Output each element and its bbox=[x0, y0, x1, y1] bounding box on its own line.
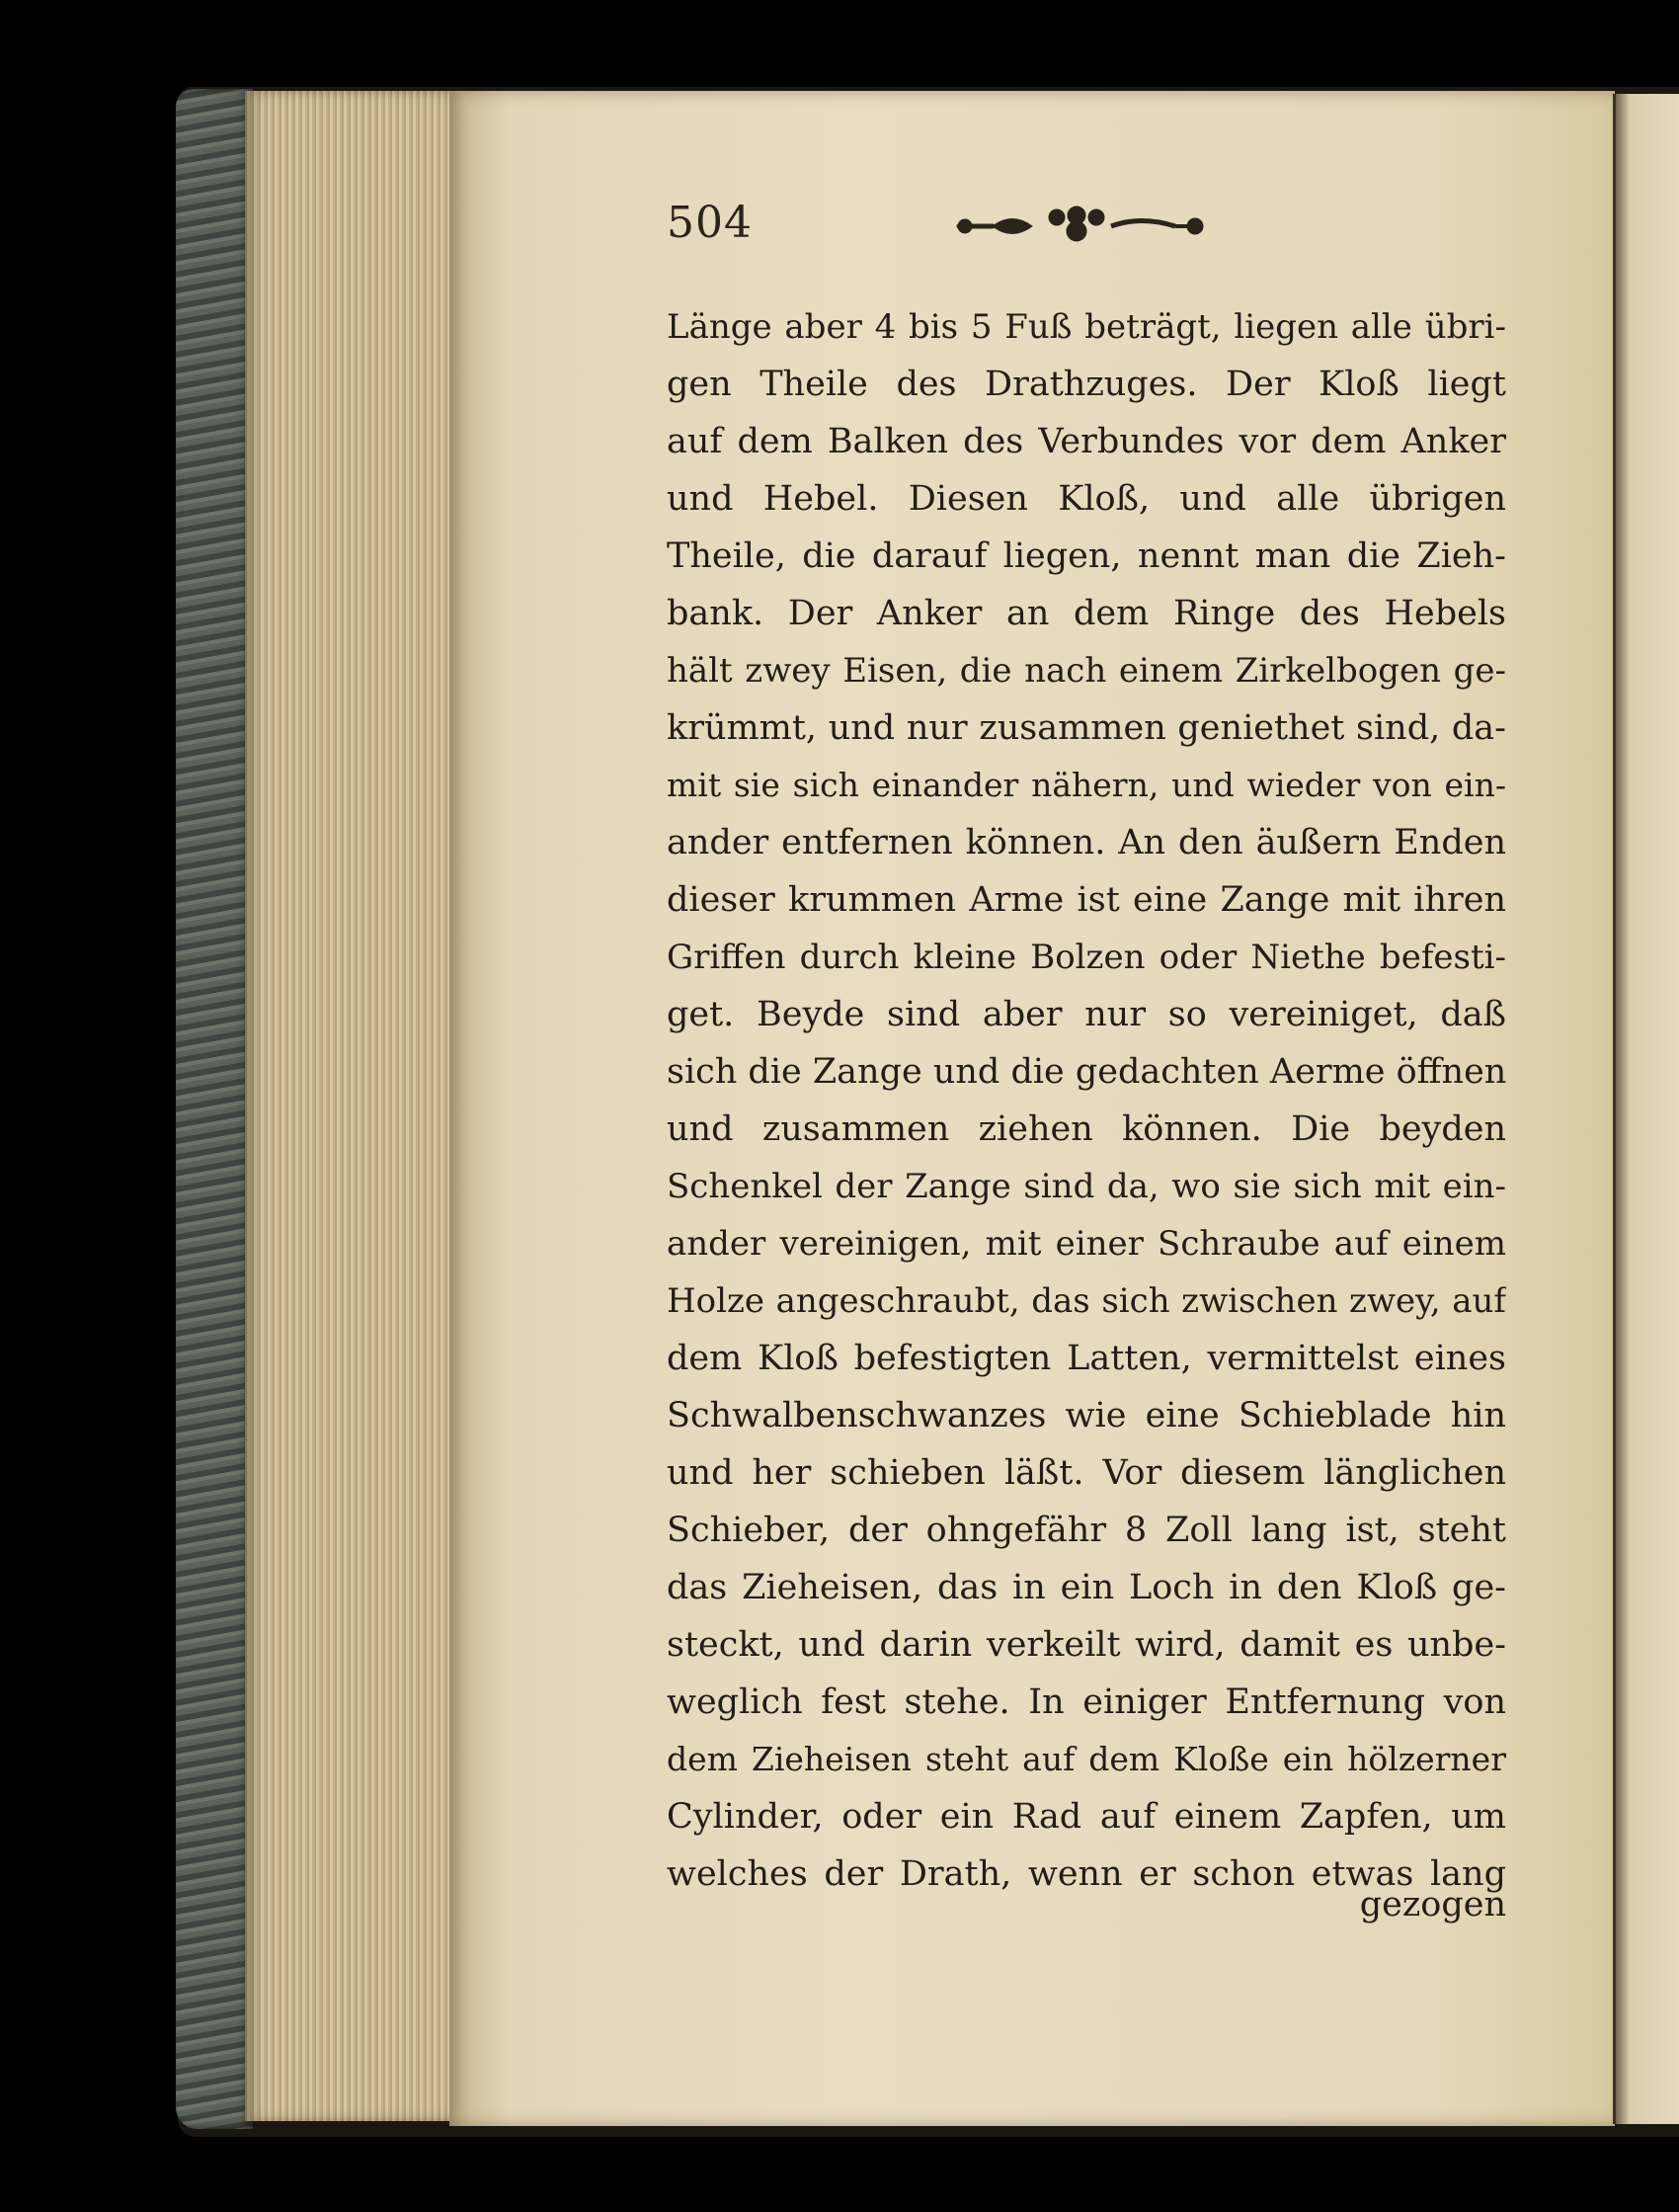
text-line: hält zwey Eisen, die nach einem Zirkelbogen ge- bbox=[667, 651, 1506, 691]
text-line: steckt, und darin verkeilt wird, damit es unbe- bbox=[667, 1625, 1506, 1665]
text-line: und Hebel. Diesen Kloß, und alle übrigen bbox=[667, 479, 1506, 519]
text-line: auf dem Balken des Verbundes vor dem Anker bbox=[667, 422, 1506, 461]
catchword: gezogen bbox=[1359, 1885, 1506, 1925]
text-line: Länge aber 4 bis 5 Fuß beträgt, liegen alle übri- bbox=[667, 307, 1506, 347]
marbled-cover-edge bbox=[176, 89, 253, 2129]
header-ornament-icon bbox=[953, 205, 1210, 247]
text-line: bank. Der Anker an dem Ringe des Hebels bbox=[667, 594, 1506, 633]
page-number: 504 bbox=[667, 198, 753, 248]
facing-page-edge bbox=[1613, 94, 1679, 2124]
text-line: dieser krummen Arme ist eine Zange mit ihren bbox=[667, 880, 1506, 920]
text-line: ander entfernen können. An den äußern Enden bbox=[667, 823, 1506, 862]
text-line: mit sie sich einander nähern, und wieder von ein- bbox=[667, 766, 1506, 804]
text-line: Griffen durch kleine Bolzen oder Niethe befesti- bbox=[667, 938, 1506, 977]
page-edges bbox=[245, 91, 456, 2121]
text-line: Schenkel der Zange sind da, wo sie sich mit ein- bbox=[667, 1167, 1506, 1206]
body-text bbox=[667, 298, 1506, 1903]
text-line: Schwalbenschwanzes wie eine Schieblade hin bbox=[667, 1396, 1506, 1435]
text-line: krümmt, und nur zusammen geniethet sind, da- bbox=[667, 708, 1506, 748]
text-line: Theile, die darauf liegen, nennt man die Zieh- bbox=[667, 536, 1506, 576]
text-line: dem Zieheisen steht auf dem Kloße ein hölzerner bbox=[667, 1740, 1506, 1778]
text-line: Holze angeschraubt, das sich zwischen zwey, auf bbox=[667, 1281, 1506, 1321]
text-line: Cylinder, oder ein Rad auf einem Zapfen, um bbox=[667, 1797, 1506, 1837]
page-header bbox=[667, 198, 1536, 267]
text-line: weglich fest stehe. In einiger Entfernung von bbox=[667, 1682, 1506, 1722]
text-line: das Zieheisen, das in ein Loch in den Kloß ge- bbox=[667, 1568, 1506, 1607]
text-line: ander vereinigen, mit einer Schraube auf einem bbox=[667, 1224, 1506, 1264]
text-line: und her schieben läßt. Vor diesem länglichen bbox=[667, 1453, 1506, 1493]
text-line: get. Beyde sind aber nur so vereiniget, daß bbox=[667, 995, 1506, 1034]
text-line: und zusammen ziehen können. Die beyden bbox=[667, 1109, 1506, 1149]
text-line: gen Theile des Drathzuges. Der Kloß liegt bbox=[667, 365, 1506, 404]
text-line: sich die Zange und die gedachten Aerme öffnen bbox=[667, 1052, 1506, 1092]
text-line: dem Kloß befestigten Latten, vermittelst eines bbox=[667, 1339, 1506, 1378]
text-line: Schieber, der ohngefähr 8 Zoll lang ist, steht bbox=[667, 1511, 1506, 1550]
text-line: welches der Drath, wenn er schon etwas lang bbox=[667, 1854, 1506, 1894]
